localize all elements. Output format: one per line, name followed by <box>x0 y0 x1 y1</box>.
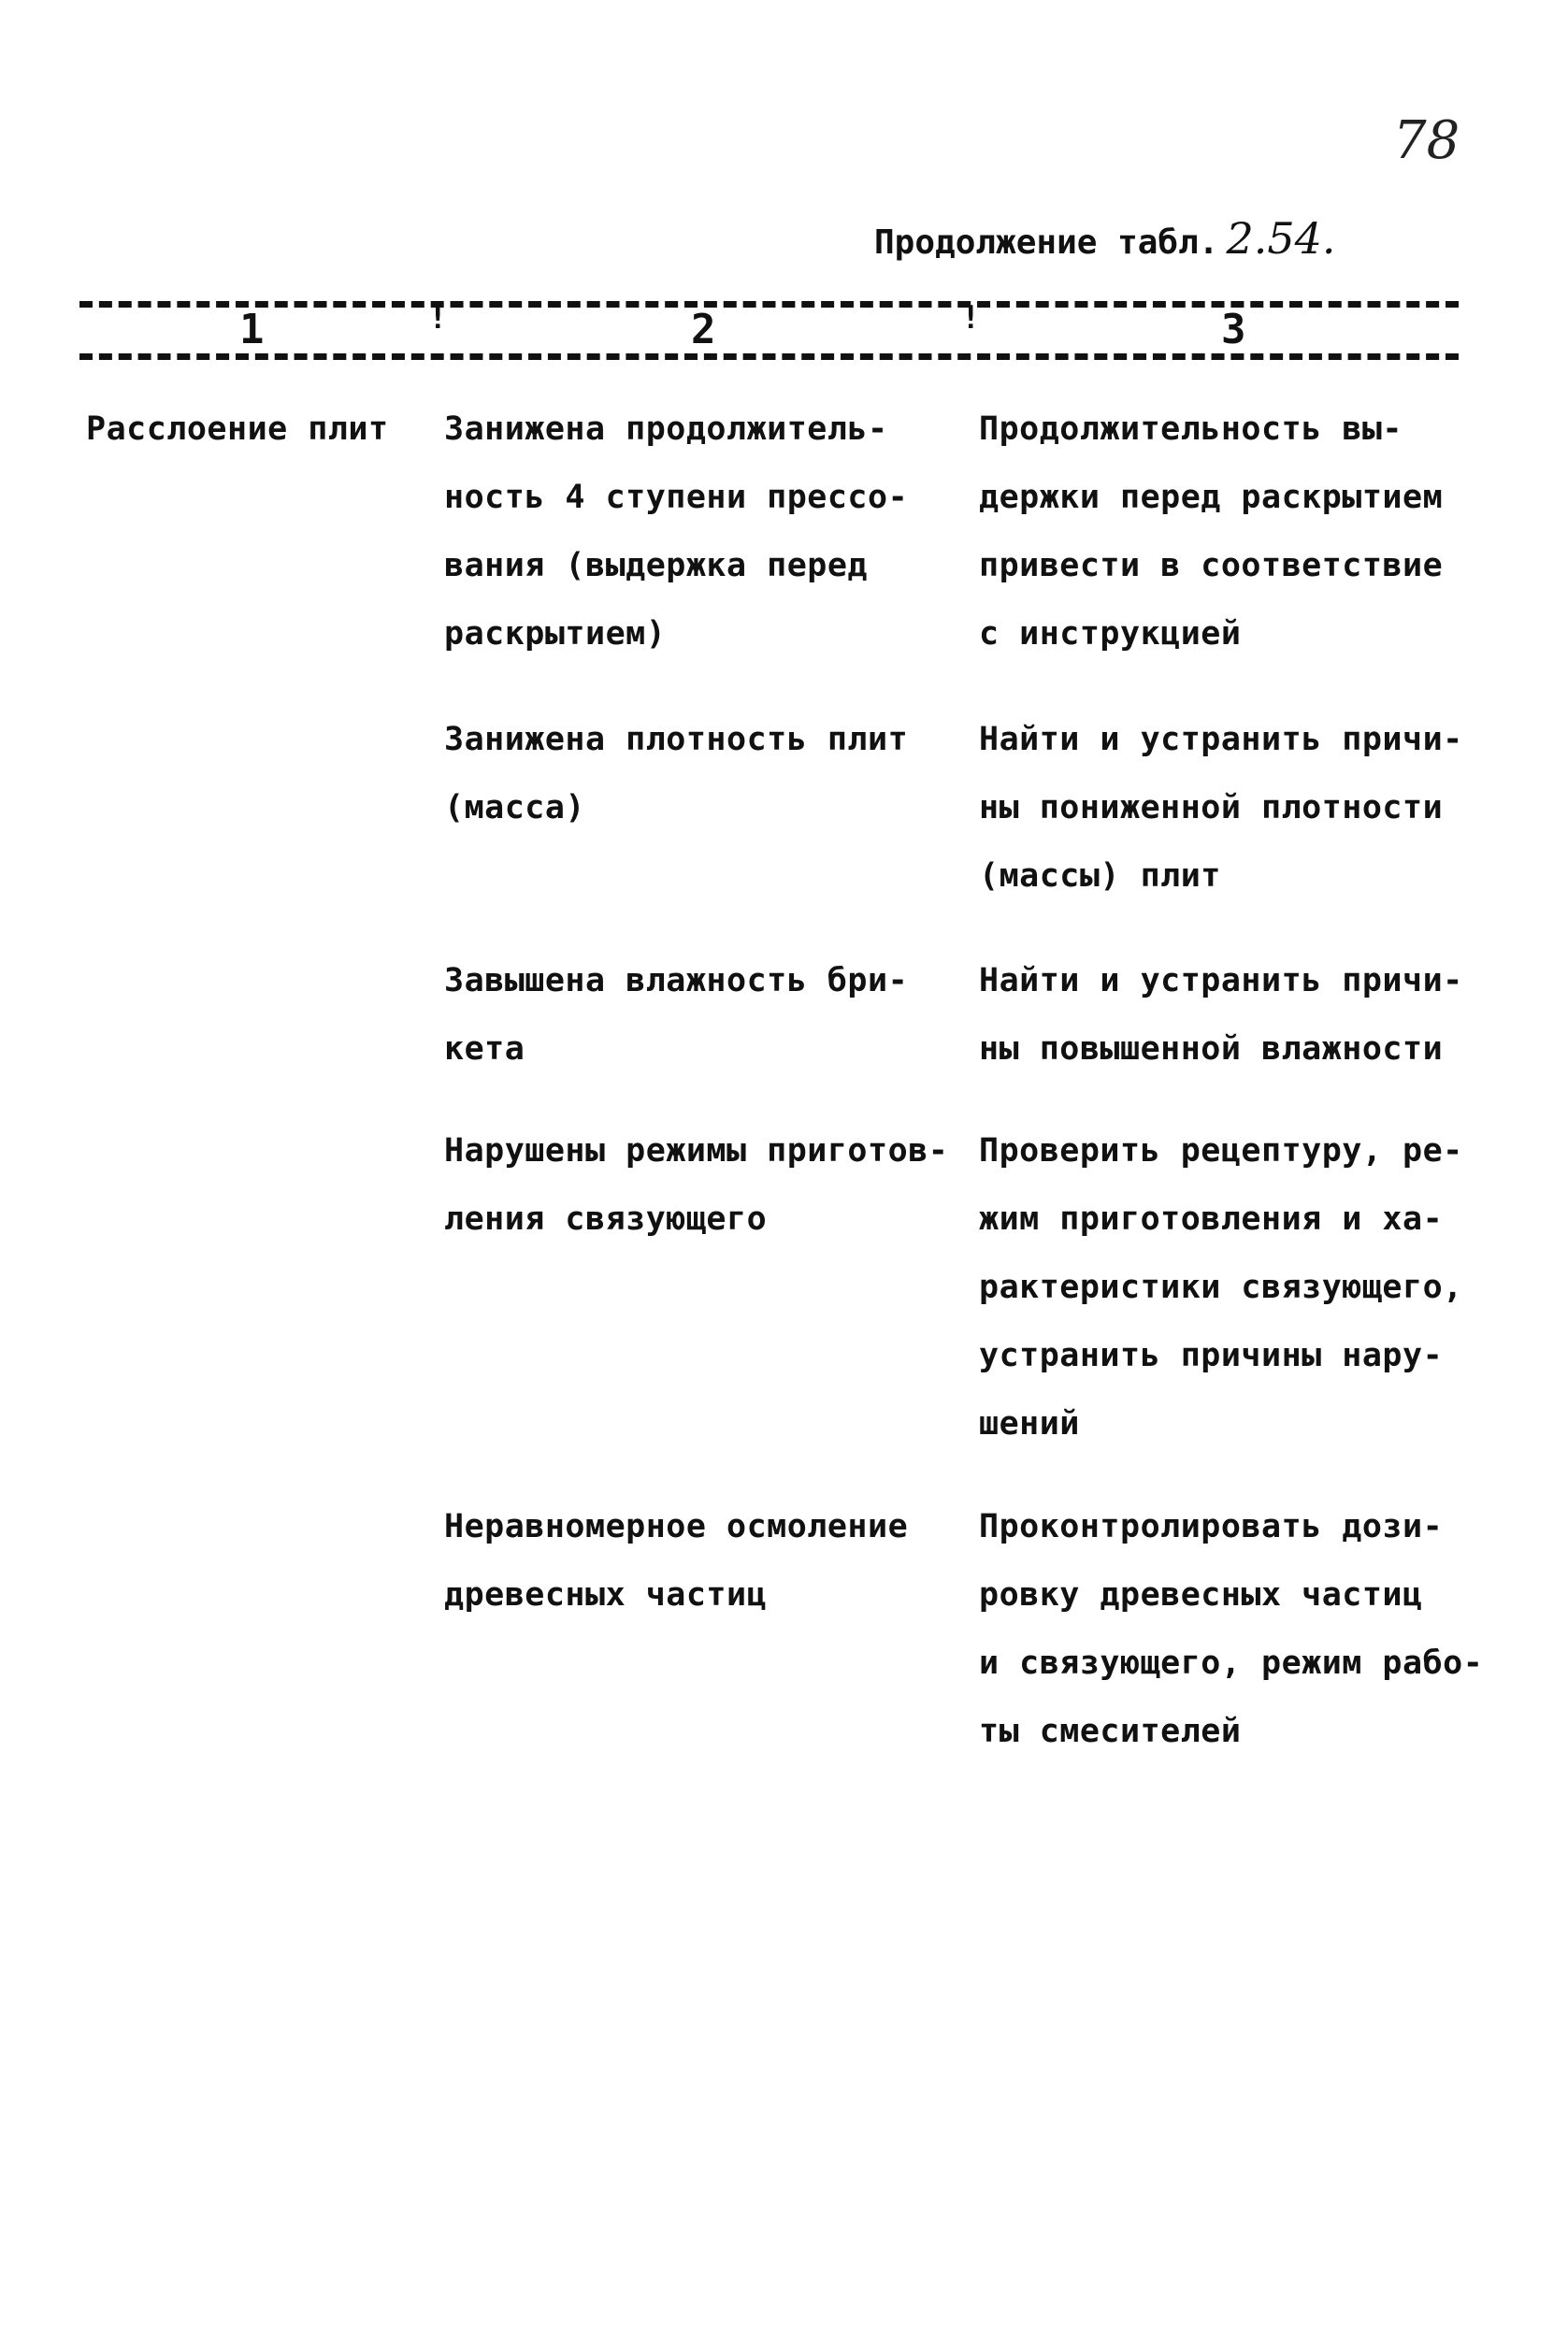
defect-cell: Расслоение плит <box>86 410 389 448</box>
cause-cell: Занижена продолжитель- ность 4 ступени прессо- вания (выдержка перед раскрытием) <box>444 410 909 653</box>
remedy-cell: Найти и устранить причи- ны пониженной плотности (массы) плит <box>979 721 1463 895</box>
remedy-cell: Продолжительность вы- держки перед раскрытием привести в соответствие с инструкцией <box>979 410 1444 653</box>
cause-cell: Неравномерное осмоление древесных частиц <box>444 1508 909 1614</box>
header-col-3: 3 <box>1216 309 1252 352</box>
continuation-text: Продолжение табл. <box>874 223 1219 262</box>
cause-cell: Нарушены режимы приготов- ления связующего <box>444 1132 949 1238</box>
remedy-cell: Найти и устранить причи- ны повышенной влажности <box>979 962 1463 1068</box>
header-rule-top <box>79 301 1459 308</box>
table-number: 2.54. <box>1226 213 1336 264</box>
page-number: 78 <box>1393 110 1460 171</box>
cause-cell: Занижена плотность плит (масса) <box>444 721 909 826</box>
header-separator-2: ! <box>961 299 981 337</box>
continuation-label <box>874 213 1336 264</box>
header-rule-bottom <box>79 353 1459 360</box>
header-col-2: 2 <box>685 309 722 352</box>
remedy-cell: Проконтролировать дози- ровку древесных частиц и связующего, режим рабо- ты смесителей <box>979 1508 1484 1750</box>
cause-cell: Завышена влажность бри- кета <box>444 962 909 1068</box>
header-col-1: 1 <box>234 309 270 352</box>
remedy-cell: Проверить рецептуру, ре- жим приготовления и ха- рактеристики связующего, устранить причины нару- шений <box>979 1132 1463 1443</box>
header-separator-1: ! <box>428 299 448 337</box>
